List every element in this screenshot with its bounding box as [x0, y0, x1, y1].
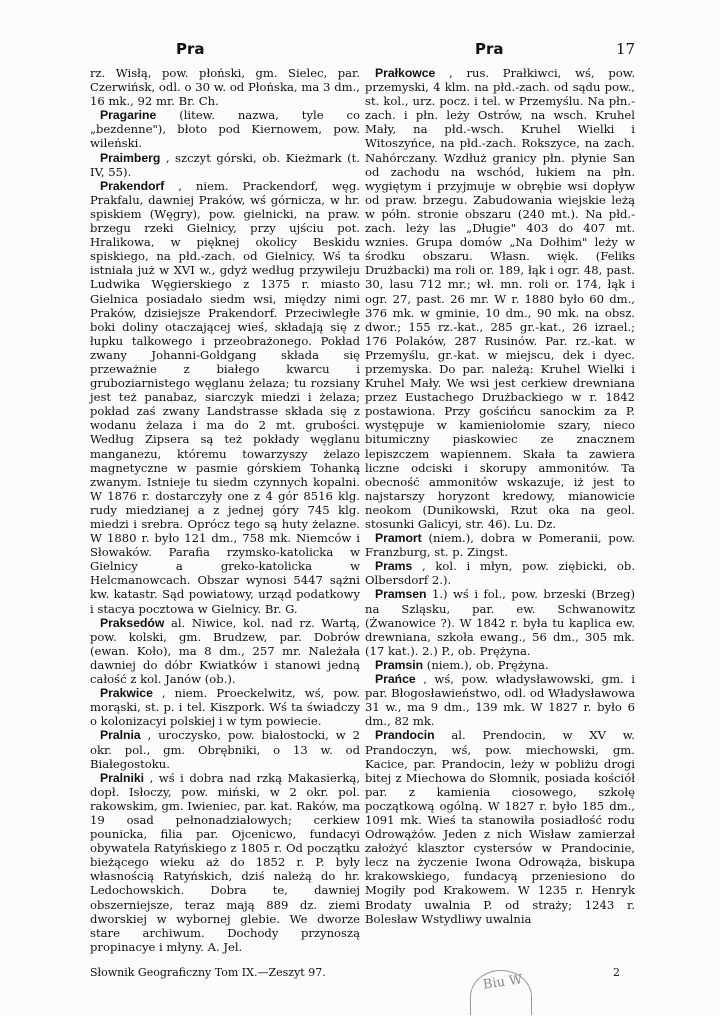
entry-text: , wś, pow. władysławowski, gm. i par. Błogosławieństwo, odl. od Władysławowa 31 w., ma 9 dm., 139 mk. W 1827 r. było 6 dm., 82 mk.	[365, 672, 635, 729]
entry-headword: Prakwice	[100, 686, 153, 701]
dictionary-entry	[365, 66, 635, 531]
entry-headword: Praksedów	[100, 615, 165, 630]
dictionary-entry	[365, 728, 635, 925]
dictionary-entry	[90, 771, 360, 954]
dictionary-entry	[365, 587, 635, 657]
entry-text: , niem. Proeckelwitz, wś, pow. morąski, st. p. i tel. Kiszpork. Wś ta świadczy o kolonizacyi polskiej i w tym powiecie.	[90, 686, 360, 729]
entry-text: (litew. nazwa, tyle co „bezdenne"), błoto pod Kiernowem, pow. wileński.	[90, 108, 360, 151]
dictionary-entry	[90, 179, 360, 616]
entry-text: 1.) wś i fol., pow. brzeski (Brzeg) na Szląsku, par. ew. Schwanowitz (Żwanowice ?). W 1842 r. była tu kaplica ew. drewniana, szkoła ewang., 56 dm., 305 mk. (17 kat.). 2.) P., ob. Prężyna.	[365, 587, 635, 658]
entry-text: (niem.), ob. Prężyna.	[426, 657, 549, 672]
entry-headword: Praimberg	[100, 150, 161, 165]
footer	[90, 966, 620, 979]
entry-headword: Pramsin	[375, 657, 424, 672]
entry-headword: Prams	[375, 559, 413, 574]
dictionary-entry	[90, 108, 360, 150]
entry-headword: Pragarine	[100, 108, 157, 123]
dictionary-entry	[365, 658, 635, 672]
entry-headword: Pramsen	[375, 587, 427, 602]
running-head-center: Pra	[475, 40, 504, 58]
entry-text: , niem. Prackendorf, węg. Prakfalu, dawniej Praków, wś górnicza, w hr. spiskiem (Węgry), pow. gielnicki, na praw. brzegu rzeki Gielnicy, przy ujściu pot. Hralikowa, w pięknej okolicy Beskidu spiskiego, na płd.-zach. od Gielnicy. Wś ta istniała już w XVI w., gdyż według przywileju Ludwika Węgierskiego z 1375 r. miasto Gielnica posiadało siedm wsi, między nimi Praków, dzisiejsze Prakendorf. Przeciwległe boki doliny otaczającej wieś, składają się z łupku talkowego i przeobrażonego. Pokład zwany Johanni-Goldgang składa się przeważnie z białego kwarcu i gruboziarnistego węglanu żelaza; tu rozsiany jest też panabaz, siarczyk miedzi i żelaza; pokład zaś zwany Landstrasse składa się z wodanu żelaza i ma do 2 mt. grubości. Według Zipsera są też pokłady węglanu manganezu, któremu towarzyszy żelazo magnetyczne w pasmie górskiem Tohanką zwanym. Istnieje tu siedm czynnych kopalni. W 1876 r. dostarczyły one z 4 gór 8516 klg. rudy miedzianej a z jednej góry 745 klg. miedzi i srebra. Oprócz tego są huty żelazne. W 1880 r. było 121 dm., 758 mk. Niemców i Słowaków. Parafia rzymsko-katolicka w Gielnicy a greko-katolicka w Helcmanowcach. Obszar wynosi 5447 sążni kw. katastr. Sąd powiatowy, urząd podatkowy i stacya pocztowa w Gielnicy. Br. G.	[90, 178, 360, 616]
sheet-number: 2	[613, 966, 620, 979]
dictionary-entry	[90, 728, 360, 770]
dictionary-entry	[90, 151, 360, 179]
entry-text: , wś i dobra nad rzką Makasierką, dopł. Isłoczy, pow. miński, w 2 okr. pol. rakowskim, gm. Iwieniec, par. kat. Raków, ma 19 osad pełnonadziałowych; cerkiew pounicka, filia par. Ojcenicwo, fundacyi obywatela Ratyńskiego z 1805 r. Od początku bieżącego wieku aż do 1852 r. P. były własnością Ratyńskich, dziś należą do hr. Ledochowskich. Dobra te, dawniej obszerniejsze, teraz mają 889 dz. ziemi dworskiej w wybornej glebie. We dworze stare archiwum. Dochody przynoszą propinacye i młyny. A. Jel.	[90, 770, 361, 954]
entry-headword: Prałkowce	[375, 66, 436, 80]
dictionary-entry	[365, 531, 635, 559]
dictionary-entry	[365, 672, 635, 728]
dictionary-entry	[365, 559, 635, 587]
dictionary-entry	[90, 686, 360, 728]
entry-headword: Pralniki	[100, 770, 145, 785]
entry-headword: Prakendorf	[100, 178, 165, 193]
left-column	[90, 66, 360, 954]
entry-text: (niem.), dobra w Pomeranii, pow. Franzburg, st. p. Zingst.	[365, 531, 635, 560]
signature-line: Słownik Geograficzny Tom IX.—Zeszyt 97.	[90, 966, 326, 979]
dictionary-entry	[90, 66, 360, 108]
entry-text: rz. Wisłą, pow. płoński, gm. Sielec, par. Czerwińsk, odl. o 30 w. od Płońska, ma 3 dm., 16 mk., 92 mr. Br. Ch.	[90, 66, 360, 109]
entry-text: , kol. i młyn, pow. ziębicki, ob. Olbersdorf 2.).	[365, 559, 635, 588]
entry-text: , szczyt górski, ob. Kieżmark (t. IV, 55).	[90, 150, 360, 179]
entry-text: al. Niwice, kol. nad rz. Wartą, pow. kolski, gm. Brudzew, par. Dobrów (ewan. Koło), ma 8 dm., 257 mr. Należała dawniej do dóbr Kwiatków i stanowi jedną całość z kol. Janów (ob.).	[90, 615, 360, 687]
right-column	[365, 66, 635, 926]
entry-headword: Pralnia	[100, 728, 141, 743]
entry-headword: Pramort	[375, 531, 422, 546]
entry-text: al. Prendocin, w XV w. Prandoczyn, wś, pow. miechowski, gm. Kacice, par. Prandocin, leży w pobliżu drogi bitej z Miechowa do Słomnik, posiada kościół par. z kamienia ciosowego, szkołę początkową ogólną. W 1827 r. było 185 dm., 1091 mk. Wieś ta stanowiła posiadłość rodu Odrowążów. Jeden z nich Wisław zamierzał założyć klasztor cystersów w Prandocinie, lecz na życzenie Iwona Odrowąża, biskupa krakowskiego, fundacyą przeniesiono do Mogiły pod Krakowem. W 1235 r. Henryk Brodaty uwalnia P. od straży; 1243 r. Bolesław Wstydliwy uwalnia	[365, 728, 635, 926]
entry-text: , uroczysko, pow. białostocki, w 2 okr. pol., gm. Obrębniki, o 13 w. od Białegostoku.	[90, 728, 361, 771]
dictionary-entry	[90, 616, 360, 686]
entry-headword: Prandocin	[375, 728, 435, 743]
page-number: 17	[616, 40, 636, 58]
entry-headword: Prańce	[375, 672, 416, 687]
running-head-left: Pra	[176, 40, 205, 58]
entry-text: , rus. Prałkiwci, wś, pow. przemyski, 4 klm. na płd.-zach. od sądu pow., st. kol., urz. pocz. i tel. w Przemyślu. Na płn.-zach. i płn. leży Ostrów, na wsch. Kruhel Mały, na płd.-wsch. Kruhel Wielki i Witoszyńce, na płd.-zach. Rokszyce, na zach. Nahórczany. Wzdłuż granicy płn. płynie San od zachodu na wschód, łukiem na płn. wygiętym i przyjmuje w obrębie wsi dopływ od praw. brzegu. Zabudowania wiejskie leżą w półn. stronie obszaru (240 mt.). Na płd.-zach. leży las „Długie" 403 do 407 mt. wznies. Grupa domów „Na Dołhim" leży w środku obszaru. Własn. więk. (Feliks Drużbacki) ma roli or. 189, łąk i ogr. 48, past. 30, lasu 712 mr.; wł. mn. roli or. 174, łąk i ogr. 27, past. 26 mr. W r. 1880 było 60 dm., 376 mk. w gminie, 10 dm., 90 mk. na obsz. dwor.; 155 rz.-kat., 285 gr.-kat., 26 izrael.; 176 Polaków, 287 Rusinów. Par. rz.-kat. w Przemyślu, gr.-kat. w miejscu, dek i dyec. przemyska. Do par. należą: Kruhel Wielki i Kruhel Mały. We wsi jest cerkiew drewniana przez Eustachego Drużbackiego w r. 1842 postawiona. Przy gościńcu sanockim za P. występuje w kamieniołomie szary, nieco bitumiczny piaskowiec ze znacznem lepiszczem wapiennem. Skała ta zawiera liczne odciski i skorupy ammonitów. Ta obecność ammonitów wskazuje, iż jest to najstarszy horyzont kredowy, mianowicie neokom (Dunikowski, Rzut oka na geol. stosunki Galicyi, str. 46). Lu. Dz.	[365, 66, 636, 531]
library-stamp: Biu W	[470, 970, 532, 1015]
